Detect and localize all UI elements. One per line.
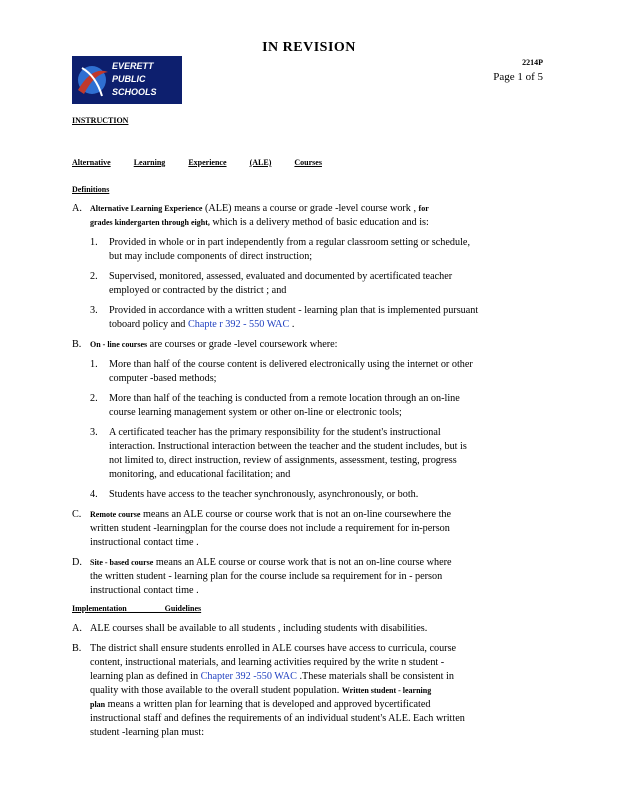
heading-word: Alternative [72,158,111,167]
term-for: for [418,204,429,213]
definition-text: means an ALE course or course work that is not an on-line course where [155,557,452,568]
list-item [109,488,549,502]
line [90,698,540,712]
swoosh-icon [72,56,112,104]
guideline-b [90,642,540,740]
sub-marker: 3. [90,427,98,438]
line: Supervised, monitored, assessed, evaluated and documented by acertificated teacher [109,271,453,282]
list-item [109,270,549,298]
line: computer -based methods; [109,373,217,384]
item-marker: A. [72,623,82,634]
definitions-heading: Definitions [72,185,110,194]
item-marker: C. [72,509,82,520]
term-site-based: Site - based course [90,558,154,567]
line: course learning management system or other on-line or electronic tools; [109,407,402,418]
text: learning plan as defined in [90,671,199,682]
heading-word: Courses [294,158,322,167]
term-online: On - line courses [90,340,148,349]
revision-title: IN REVISION [262,40,356,55]
line: student -learning plan must: [90,727,205,738]
line [90,670,540,684]
list-item [109,392,549,420]
section-heading [72,158,322,167]
heading-word: Learning [133,158,166,167]
text: .These materials shall be consistent in [299,671,454,682]
line: instructional contact time . [90,537,199,548]
sub-marker: 2. [90,271,98,282]
line: instructional contact time . [90,585,199,596]
wac-link[interactable]: Chapte r 392 - 550 WAC [187,319,290,330]
line [90,684,540,698]
text: toboard policy and [109,319,186,330]
definition-text: which is a delivery method of basic education and is: [212,217,429,228]
line [90,508,540,522]
line: More than half of the course content is delivered electronically using the internet or other [109,359,473,370]
line [90,556,540,570]
item-marker: B. [72,643,82,654]
item-marker: B. [72,339,82,350]
line: Provided in accordance with a written student - learning plan that is implemented pursuant [109,305,479,316]
line: More than half of the teaching is conducted from a remote location through an on-line [109,393,460,404]
everett-public-schools-logo [72,56,182,104]
logo-text-line: SCHOOLS [112,87,157,97]
definition-ale [90,202,540,230]
wac-link[interactable]: Chapter 392 -550 WAC [200,671,297,682]
line: written student -learningplan for the course does not include a requirement for in-person [90,523,450,534]
sub-marker: 4. [90,489,98,500]
line: but may include components of direct instruction; [109,251,313,262]
list-item [109,236,549,264]
page-indicator: Page 1 of 5 [493,71,543,83]
text: quality with those available to the overall student population. [90,685,340,696]
definition-text: (ALE) means a course or grade -level course work , [204,203,416,214]
line: Provided in whole or in part independently from a regular classroom setting or schedule, [109,237,470,248]
guideline-a: ALE courses shall be available to all students , including students with disabilities. [90,623,428,634]
line: the written student - learning plan for the course include sa requirement for in - person [90,571,443,582]
heading-word: (ALE) [249,158,272,167]
line: monitoring, and educational facilitation; and [109,469,291,480]
definition-online [90,338,540,352]
line: A certificated teacher has the primary responsibility for the student's instructional [109,427,441,438]
text: . [291,319,295,330]
term-plan: plan [90,700,106,709]
sub-marker: 1. [90,237,98,248]
list-item [109,426,549,482]
term-ale: Alternative Learning Experience [90,204,203,213]
line: employed or contracted by the district ; and [109,285,287,296]
logo-text-line: EVERETT [112,61,154,71]
line: instructional staff and defines the requirements of an individual student's ALE. Each written [90,713,465,724]
section-instruction: INSTRUCTION [72,116,129,125]
sub-marker: 2. [90,393,98,404]
line: The district shall ensure students enrolled in ALE courses have access to curricula, course [90,643,457,654]
definition-remote [90,508,540,550]
term-grades: grades kindergarten through eight, [90,218,210,227]
line: content, instructional materials, and learning activities required by the write n student - [90,657,445,668]
term-written-plan: Written student - learning [341,686,432,695]
list-item [109,304,549,332]
text: means a written plan for learning that is developed and approved bycertificated [107,699,431,710]
item-marker: D. [72,557,82,568]
list-item [109,358,549,386]
item-marker: A. [72,203,82,214]
heading-word: Experience [188,158,227,167]
line: Students have access to the teacher synchronously, asynchronously, or both. [109,489,419,500]
line [109,318,549,332]
definition-site-based [90,556,540,598]
line: not limited to, direct instruction, review of assignments, assessment, testing, progress [109,455,457,466]
policy-number: 2214P [522,58,543,67]
term-remote: Remote course [90,510,141,519]
sub-marker: 1. [90,359,98,370]
implementation-heading: Implementation Guidelines [72,604,202,613]
logo-text-line: PUBLIC [112,74,146,84]
line: interaction. Instructional interaction between the teacher and the student includes, but is [109,441,467,452]
definition-text: means an ALE course or course work that is not an on-line coursewhere the [142,509,452,520]
sub-marker: 3. [90,305,98,316]
definition-text: are courses or grade -level coursework where: [149,339,338,350]
